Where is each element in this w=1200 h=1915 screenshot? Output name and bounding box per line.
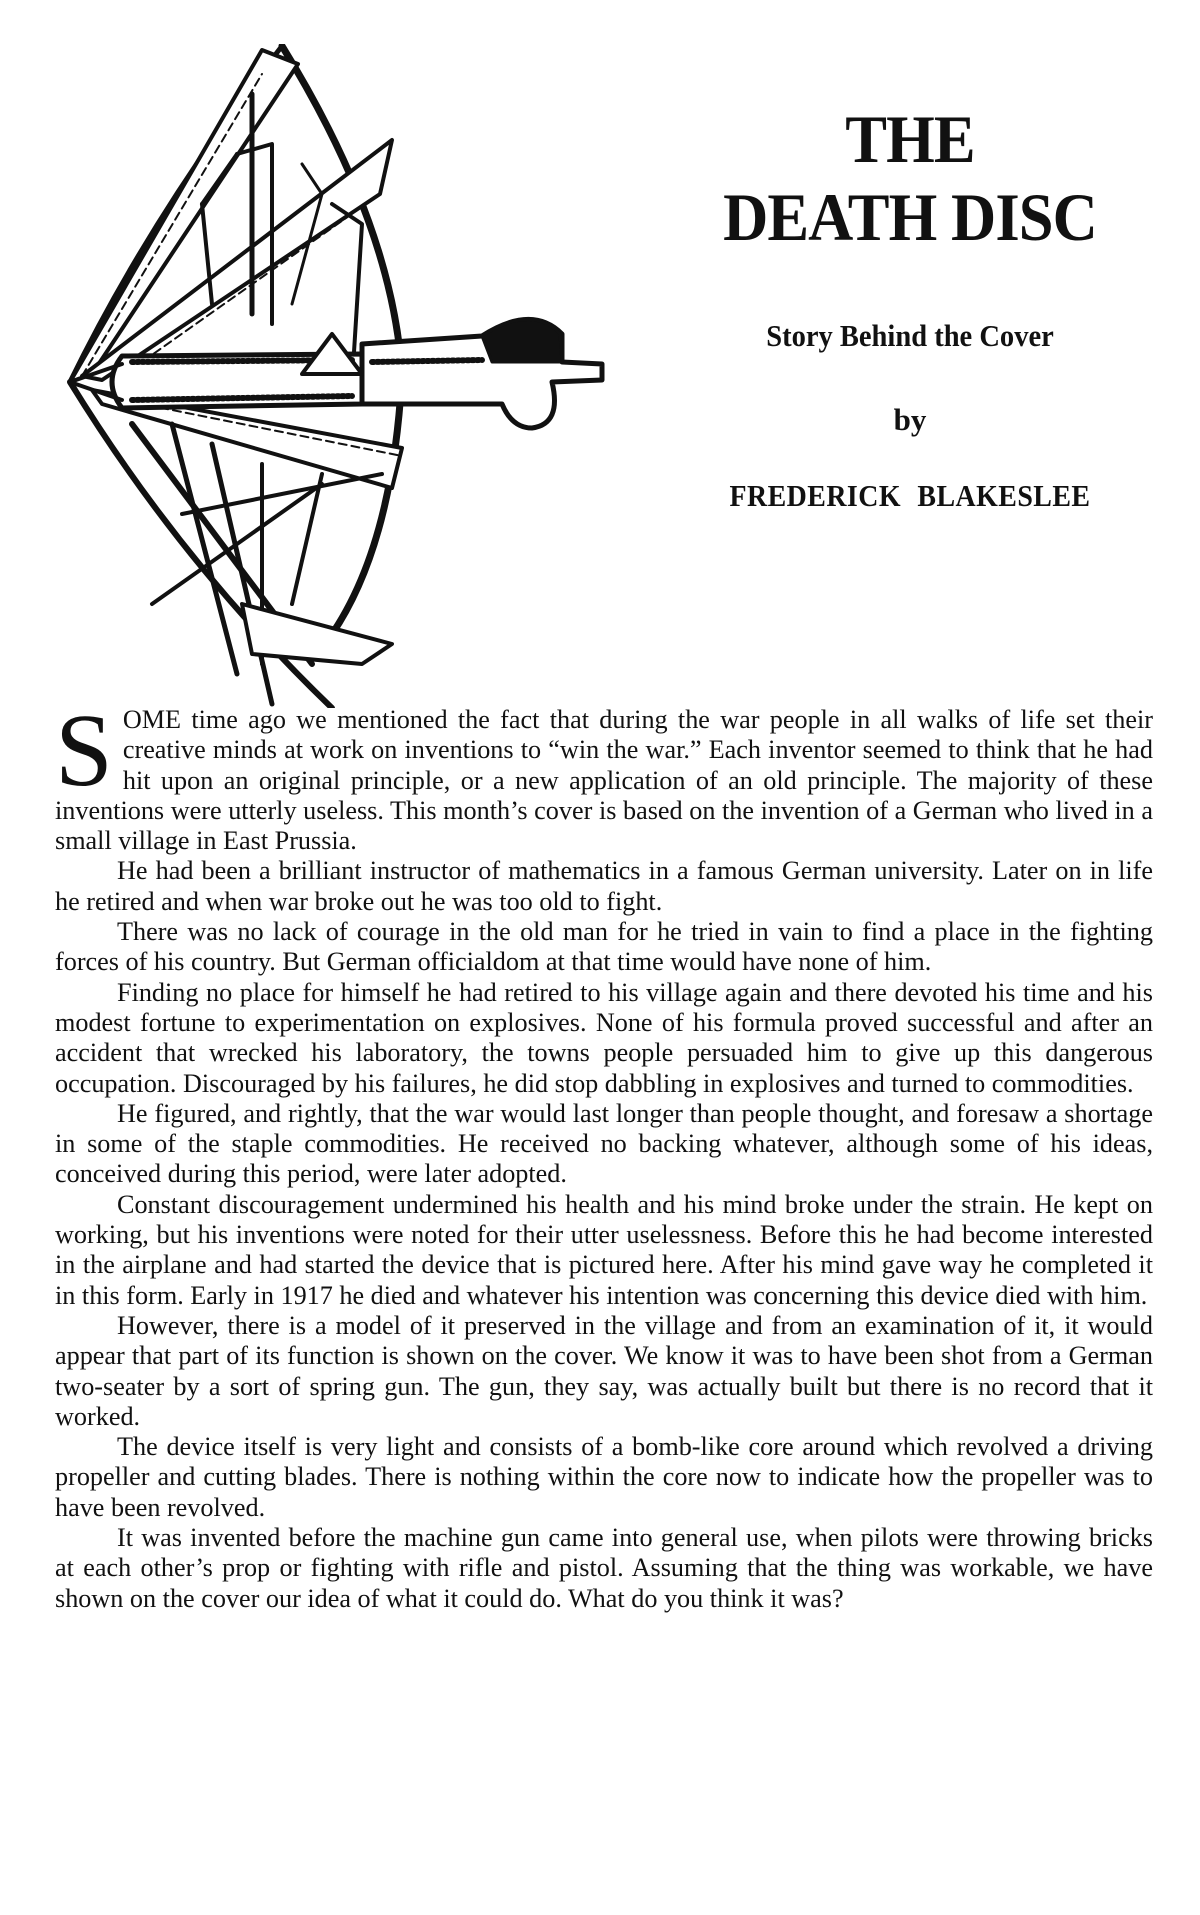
paragraph: He had been a brilliant instructor of mathematics in a famous German university. Later on in life he retired and when war broke out he was too old to fight. [55, 856, 1153, 916]
article-subtitle: Story Behind the Cover [766, 318, 1054, 353]
article-title [671, 100, 1149, 256]
paragraph: However, there is a model of it preserved in the village and from an examination of it, it would appear that part of its function is shown on the cover. We know it was to have been shot from a German two-seater by a sort of spring gun. The gun, they say, was actually built but there is no record that it worked. [55, 1310, 1153, 1431]
paragraph [55, 693, 1153, 856]
article-body [55, 693, 1153, 1614]
paragraph: It was invented before the machine gun came into general use, when pilots were throwing bricks at each other’s prop or fighting with rifle and pistol. Assuming that the thing was workable, we have shown on the cover our idea of what it could do. What do you think it was? [55, 1523, 1153, 1613]
paragraph: There was no lack of courage in the old man for he tried in vain to find a place in the fighting forces of his country. But German officialdom at that time would have none of him. [55, 917, 1153, 977]
drop-cap: S [55, 693, 113, 808]
paragraph: The device itself is very light and consists of a bomb-like core around which revolved a driving propeller and cutting blades. There is nothing within the core now to indicate how the propeller was to have been revolved. [55, 1432, 1153, 1522]
author-name: FREDERICK BLAKESLEE [729, 478, 1091, 513]
title-line-1: THE [845, 101, 975, 177]
title-block [650, 100, 1170, 514]
death-disc-device-icon [62, 44, 622, 708]
paragraph: He figured, and rightly, that the war would last longer than people thought, and foresaw a shortage in some of the staple commodities. He received no backing whatever, although some of his ideas, conceived during this period, were later adopted. [55, 1098, 1153, 1189]
title-line-2: DEATH DISC [723, 179, 1097, 255]
paragraph-text: OME time ago we mentioned the fact that during the war people in all walks of life set their creative minds at work on inventions to “win the war.” Each inventor seemed to think that he had hit upon an original principle, or a new application of an old principle. The majority of these inventions were utterly useless. This month’s cover is based on the invention of a German who lived in a small village in East Prussia. [55, 705, 1153, 856]
death-disc-illustration [62, 44, 622, 708]
paragraph: Constant discouragement undermined his health and his mind broke under the strain. He kept on working, but his inventions were noted for their utter uselessness. Before this he had become interested in the airplane and had started the device that is pictured here. After his mind gave way he completed it in this form. Early in 1917 he died and whatever his intention was concerning this device died with him. [55, 1189, 1153, 1310]
byline: by [893, 402, 927, 437]
paragraph: Finding no place for himself he had retired to his village again and there devoted his time and his modest fortune to experimentation on explosives. None of his formula proved successful and after an accident that wrecked his laboratory, the towns people persuaded him to give up this dangerous occupation. Discouraged by his failures, he did stop dabbling in explosives and turned to commodities. [55, 977, 1153, 1098]
